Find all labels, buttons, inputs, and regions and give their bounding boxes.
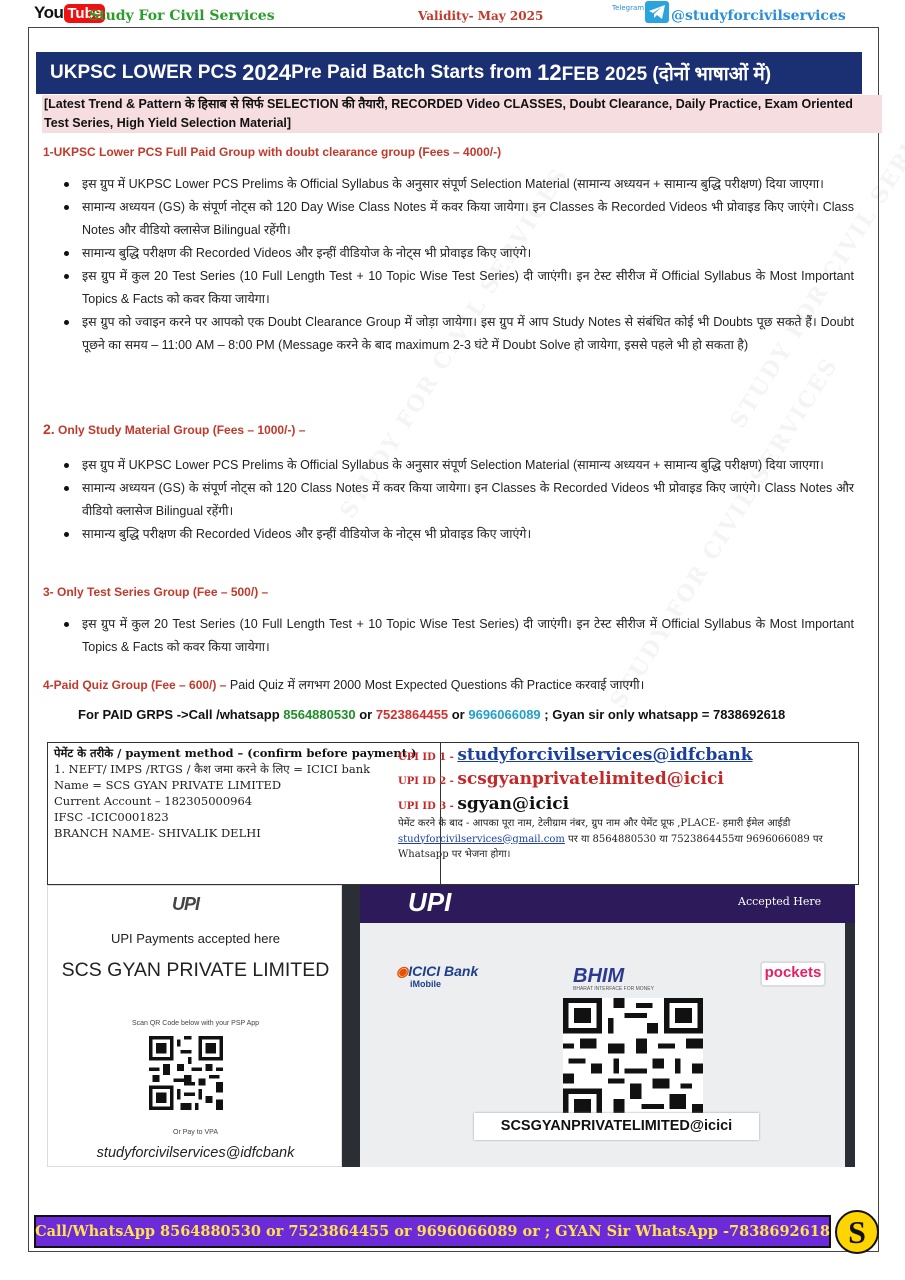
upi-id-2-label: UPI ID 2 - xyxy=(398,776,458,787)
bank-details xyxy=(54,745,436,841)
phone-3[interactable]: 9696066089 xyxy=(468,707,541,722)
brand-logo-icon: S xyxy=(835,1210,879,1254)
upi-id-1 xyxy=(398,745,753,765)
contact-or: or xyxy=(448,707,469,722)
payment-note-text: पेमेंट करने के बाद - आपका पूरा नाम, टेलीग्राम नंबर, ग्रुप नाम और पेमेंट प्रूफ ,PLACE- हमारी ईमेल आईडी xyxy=(398,818,791,829)
payment-heading: पेमेंट के तरीके / payment method – (confirm before payment ) xyxy=(54,746,417,760)
payment-line: Current Account – 182305000964 xyxy=(54,794,253,808)
upi-logo-icon: UPI xyxy=(172,894,200,914)
payment-line: IFSC -ICIC0001823 xyxy=(54,810,169,824)
upi-id-3-value[interactable]: sgyan@icici xyxy=(457,794,570,814)
youtube-logo-tube: Tube xyxy=(64,4,105,23)
payment-line: 1. NEFT/ IMPS /RTGS / कैश जमा करने के लिए = ICICI bank xyxy=(54,762,371,776)
pockets-logo-icon: pockets xyxy=(760,961,826,987)
footer-banner xyxy=(34,1215,831,1248)
upi-id-3-label: UPI ID 3 - xyxy=(398,801,458,812)
upi-logo-icon: UPI xyxy=(408,887,452,917)
youtube-logo-text: You xyxy=(34,3,64,22)
section-1-title: 1-UKPSC Lower PCS Full Paid Group with doubt clearance group (Fees – 4000/-) xyxy=(43,145,502,159)
section-1-list xyxy=(62,173,854,357)
contact-line xyxy=(78,707,785,722)
qr-card-merchant: SCS GYAN PRIVATE LIMITED xyxy=(61,959,330,981)
payment-line: Name = SCS GYAN PRIVATE LIMITED xyxy=(54,778,282,792)
section-2-label: Only Study Material Group (Fees – 1000/-) – xyxy=(58,423,306,437)
bank-name: ICICI Bank xyxy=(408,963,479,979)
list-item: इस ग्रुप में UKPSC Lower PCS Prelims के Official Syllabus के अनुसार संपूर्ण Selection Material (सामान्य अध्ययन + सामान्य बुद्धि परीक्षण) दिया जाएगा। xyxy=(62,173,854,196)
payment-note-text: पर या 8564880530 या 7523864455या 9696066089 पर Whatsapp पर भेजना होगा। xyxy=(398,833,823,860)
phone-1[interactable]: 8564880530 xyxy=(283,707,356,722)
accepted-here: Accepted Here xyxy=(738,895,822,908)
payment-note xyxy=(398,816,853,863)
qr-card-instruction: Scan QR Code below with your PSP App xyxy=(131,1020,260,1027)
section-2-number: 2. xyxy=(43,421,55,437)
section-4-title: 4-Paid Quiz Group (Fee – 600/) – xyxy=(43,678,227,692)
qr-card-or-pay: Or Pay to VPA xyxy=(173,1129,218,1136)
list-item: सामान्य अध्ययन (GS) के संपूर्ण नोट्स को 120 Class Notes में कवर किया जायेगा। इन Classes के Recorded Videos भी प्रोवाइड किए जाएंगे। Class Notes और वीडियो क्लासेज Bilingual रहेंगी। xyxy=(62,477,854,523)
qr-code-icon[interactable] xyxy=(563,998,703,1124)
section-4 xyxy=(43,676,644,693)
bhim-name: BHIM xyxy=(573,965,625,987)
qr-card-vpa[interactable]: studyforcivilservices@idfcbank xyxy=(96,1145,295,1161)
contact-or: or xyxy=(355,707,376,722)
title-part: Pre Paid Batch Starts from xyxy=(291,62,532,83)
section-4-text: Paid Quiz में लगभग 2000 Most Expected Questions की Practice करवाई जाएगी। xyxy=(226,678,645,692)
top-bar xyxy=(0,0,905,28)
qr-card-header xyxy=(360,885,855,923)
email-link[interactable]: studyforcivilservices@gmail.com xyxy=(398,833,565,845)
bhim-subtitle: BHARAT INTERFACE FOR MONEY xyxy=(573,986,654,992)
list-item: इस ग्रुप को ज्वाइन करने पर आपको एक Doubt Clearance Group में जोड़ा जायेगा। इस ग्रुप में आप Study Notes से संबंधित कोई भी Doubts पूछ सकते हैं। Doubt पूछने का समय – 11:00 AM – 8:00 PM (Message करने के बाद maximum 2-3 घंटे में Doubt Solve हो जायेगा, इससे पहले भी हो सकता है) xyxy=(62,311,854,357)
subheading: [Latest Trend & Pattern के हिसाब से सिर्फ SELECTION की तैयारी, RECORDED Video CLASSES, Doubt Clearance, Daily Practice, Exam Oriented Test Series, High Yield Selection Material] xyxy=(42,95,882,133)
telegram-icon[interactable] xyxy=(645,1,669,23)
contact-tail: ; Gyan sir only whatsapp = 7838692618 xyxy=(540,707,786,722)
title-part: UKPSC LOWER PCS xyxy=(50,62,237,83)
list-item: सामान्य अध्ययन (GS) के संपूर्ण नोट्स को 120 Day Wise Class Notes में कवर किया जायेगा। इन Classes के Recorded Videos भी प्रोवाइड किए जाएंगे। Class Notes और वीडियो क्लासेज Bilingual रहेंगी। xyxy=(62,196,854,242)
section-2-title xyxy=(43,421,305,437)
qr-card-icici xyxy=(342,885,855,1167)
upi-id-1-label: UPI ID 1 - xyxy=(398,752,458,763)
payment-line: BRANCH NAME- SHIVALIK DELHI xyxy=(54,826,261,840)
telegram-handle[interactable]: @studyforcivilservices xyxy=(671,8,846,24)
bhim-logo-icon xyxy=(573,965,654,992)
upi-id-3 xyxy=(398,794,569,814)
upi-id-1-value[interactable]: studyforcivilservices@idfcbank xyxy=(457,745,753,765)
icici-logo-icon: ◉ICICI Bank iMobile xyxy=(396,963,479,989)
upi-id-2 xyxy=(398,769,724,789)
page-title xyxy=(36,52,862,94)
list-item: इस ग्रुप में कुल 20 Test Series (10 Full Length Test + 10 Topic Wise Test Series) दी जाएंगी। इन टेस्ट सीरीज में Official Syllabus के Most Important Topics & Facts को कवर किया जायेगा। xyxy=(62,265,854,311)
title-year: 2024 xyxy=(242,60,292,85)
telegram-label: Telegram xyxy=(612,4,645,12)
list-item: इस ग्रुप में UKPSC Lower PCS Prelims के Official Syllabus के अनुसार संपूर्ण Selection Material (सामान्य अध्ययन + सामान्य बुद्धि परीक्षण) दिया जाएगा। xyxy=(62,454,854,477)
section-3-list xyxy=(62,613,854,659)
qr-code-icon[interactable] xyxy=(149,1036,223,1110)
upi-id-2-value[interactable]: scsgyanprivatelimited@icici xyxy=(457,769,724,789)
contact-lead: For PAID GRPS ->Call /whatsapp xyxy=(78,707,284,722)
title-day: 12 xyxy=(537,60,562,85)
qr-card-idfc xyxy=(47,885,342,1167)
bank-app: iMobile xyxy=(410,979,441,989)
channel-name[interactable]: Study For Civil Services xyxy=(89,8,275,24)
qr-card-vpa[interactable]: SCSGYANPRIVATELIMITED@icici xyxy=(474,1113,759,1140)
list-item: इस ग्रुप में कुल 20 Test Series (10 Full Length Test + 10 Topic Wise Test Series) दी जाएंगी। इन टेस्ट सीरीज में Official Syllabus के Most Important Topics & Facts को कवर किया जायेगा। xyxy=(62,613,854,659)
list-item: सामान्य बुद्धि परीक्षण की Recorded Videos और इन्हीं वीडियोज के नोट्स भी प्रोवाइड किए जाएंगे। xyxy=(62,523,854,546)
validity-text: Validity- May 2025 xyxy=(418,9,544,23)
section-2-list xyxy=(62,454,854,546)
title-part: FEB 2025 (दोनों भाषाओं में) xyxy=(561,64,772,85)
section-3-title: 3- Only Test Series Group (Fee – 500/) – xyxy=(43,585,269,599)
phone-2[interactable]: 7523864455 xyxy=(375,707,449,722)
qr-card-heading: UPI Payments accepted here xyxy=(110,931,281,946)
list-item: सामान्य बुद्धि परीक्षण की Recorded Videos और इन्हीं वीडियोज के नोट्स भी प्रोवाइड किए जाएंगे। xyxy=(62,242,854,265)
footer-contact[interactable]: Call/WhatsApp 8564880530 or 7523864455 or 9696066089 or ; GYAN Sir WhatsApp -7838692618 xyxy=(35,1223,830,1240)
